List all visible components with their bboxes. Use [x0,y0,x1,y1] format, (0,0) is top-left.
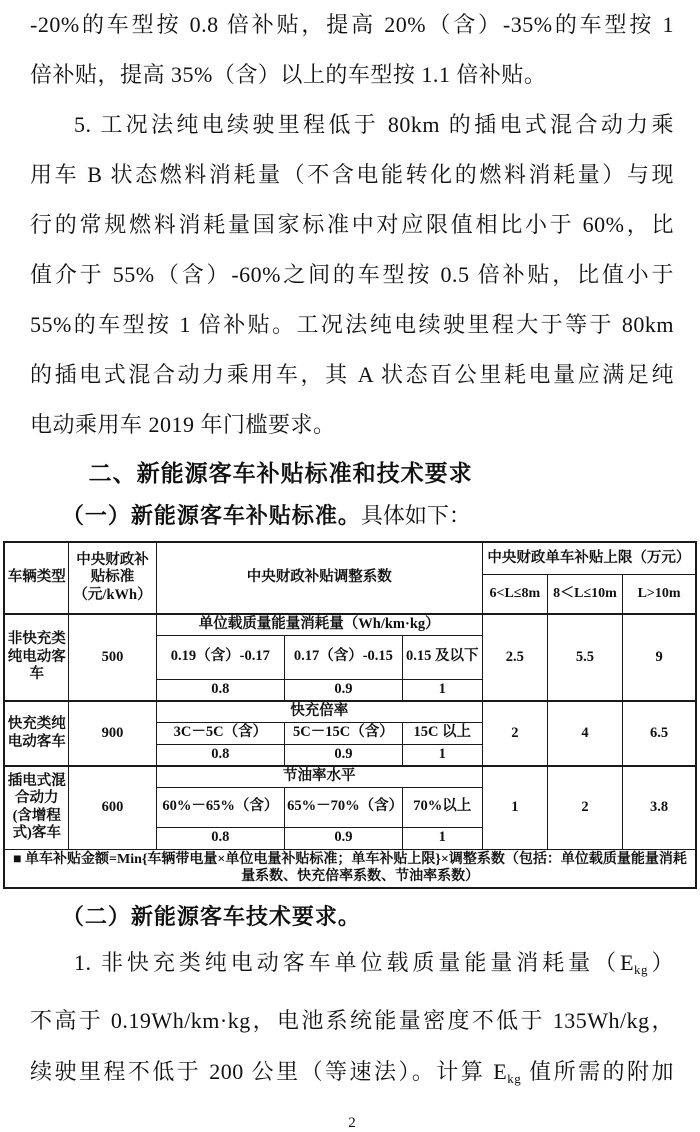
paragraph-line: 的插电式混合动力乘用车，其 A 状态百公里耗电量应满足纯 [30,362,674,387]
paragraph-line: 不高于 0.19Wh/km·kg，电池系统能量密度不低于 135Wh/kg， [30,1007,674,1033]
cell-metric-label: 单位载质量能量消耗量（Wh/km·kg） [156,614,482,635]
table-row [4,701,696,722]
subsection-heading [30,496,674,536]
cell-cap: 4 [547,701,622,766]
subsidy-standards-table [3,541,697,889]
cell-vehicle-type: 插电式混合动力(含增程式)客车 [4,766,69,849]
cell-subsidy-standard: 500 [69,614,156,701]
paragraph-line [30,937,674,995]
line-text: 续驶里程不低于 200 公里（等速法）。计算 E [30,1058,508,1084]
table-footnote [4,849,696,888]
cell-coefficient: 0.9 [285,744,403,766]
subsection-heading-bold: （二）新能源客车技术要求。 [61,903,361,929]
cell-range: 0.19（含）-0.17 [156,635,285,679]
cell-cap: 2.5 [482,614,547,701]
paragraph-line: 用车 B 状态燃料消耗量（不含电能转化的燃料消耗量）与现 [30,162,674,187]
cell-range: 0.17（含）-0.15 [285,635,403,679]
line-text: 1. 非快充类纯电动客车单位载质量能量消耗量（E [74,949,635,975]
subscript-kg: kg [634,961,649,977]
subsection-heading [30,897,674,937]
page-number: 2 [348,1114,356,1131]
paragraph-line: 值介于 55%（含）-60%之间的车型按 0.5 倍补贴，比值小于 [30,262,674,287]
subscript-kg: kg [507,1070,522,1086]
cell-coefficient: 0.9 [285,679,403,701]
cell-cap: 1 [482,766,547,849]
cell-range: 0.15 及以下 [402,635,482,679]
cell-coefficient: 0.9 [285,827,403,849]
col-header-cap-over-10m: L>10m [623,574,696,614]
paragraph-line [30,1046,674,1104]
paragraph-line: 5. 工况法纯电续驶里程低于 80km 的插电式混合动力乘 [74,112,674,137]
cell-range: 70%以上 [402,787,482,827]
cell-coefficient: 1 [402,744,482,766]
paragraph-line: -20%的车型按 0.8 倍补贴，提高 20%（含）-35%的车型按 1 [30,12,674,37]
cell-range: 3C－5C（含） [156,722,285,744]
cell-vehicle-type: 快充类纯电动客车 [4,701,69,766]
document-content-lower [0,897,700,1132]
cell-coefficient: 0.8 [156,679,285,701]
col-header-vehicle-type: 车辆类型 [4,542,69,614]
cell-vehicle-type: 非快充类纯电动客车 [4,614,69,701]
cell-range: 65%－70%（含） [285,787,403,827]
section-heading: 二、新能源客车补贴标准和技术要求 [88,460,473,486]
cell-range: 15C 以上 [402,722,482,744]
cell-coefficient: 1 [402,827,482,849]
table-row [4,614,696,635]
paragraph-line: 55%的车型按 1 倍补贴。工况法纯电续驶里程大于等于 80km [30,312,674,337]
line-text: 值所需的附加 [521,1058,674,1084]
col-header-adjust-coefficient: 中央财政补贴调整系数 [156,542,482,614]
subsection-heading-bold: （一）新能源客车补贴标准。 [61,503,361,528]
col-header-cap-6-8m: 6<L≤8m [482,574,547,614]
cell-cap: 6.5 [623,701,696,766]
paragraph-line: 电动乘用车 2019 年门槛要求。 [30,412,336,437]
subsection-heading-tail: 具体如下： [360,503,471,528]
cell-coefficient: 1 [402,679,482,701]
line-text: ） [648,949,674,975]
table-row [4,849,696,888]
cell-cap: 3.8 [623,766,696,849]
table-row [4,766,696,787]
cell-range: 60%－65%（含） [156,787,285,827]
cell-metric-label: 快充倍率 [156,701,482,722]
table-footnote-text: ■ 单车补贴金额=Min{车辆带电量×单位电量补贴标准；单车补贴上限}×调整系数（包括：单位载质量能量消耗量系数、快充倍率系数、节油率系数） [13,851,687,884]
paragraph-line: 行的常规燃料消耗量国家标准中对应限值相比小于 60%，比 [30,212,674,237]
cell-range: 5C－15C（含） [285,722,403,744]
cell-metric-label: 节油率水平 [156,766,482,787]
cell-cap: 5.5 [547,614,622,701]
paragraph-line: 倍补贴，提高 35%（含）以上的车型按 1.1 倍补贴。 [30,62,547,87]
cell-cap: 2 [482,701,547,766]
col-header-cap-8-10m: 8＜L≤10m [547,574,622,614]
cell-coefficient: 0.8 [156,744,285,766]
col-header-cap-group: 中央财政单车补贴上限（万元） [482,542,696,574]
cell-subsidy-standard: 900 [69,701,156,766]
document-content [0,0,700,536]
cell-cap: 9 [623,614,696,701]
cell-coefficient: 0.8 [156,827,285,849]
cell-subsidy-standard: 600 [69,766,156,849]
col-header-subsidy-standard: 中央财政补贴标准（元/kWh） [69,542,156,614]
cell-cap: 2 [547,766,622,849]
